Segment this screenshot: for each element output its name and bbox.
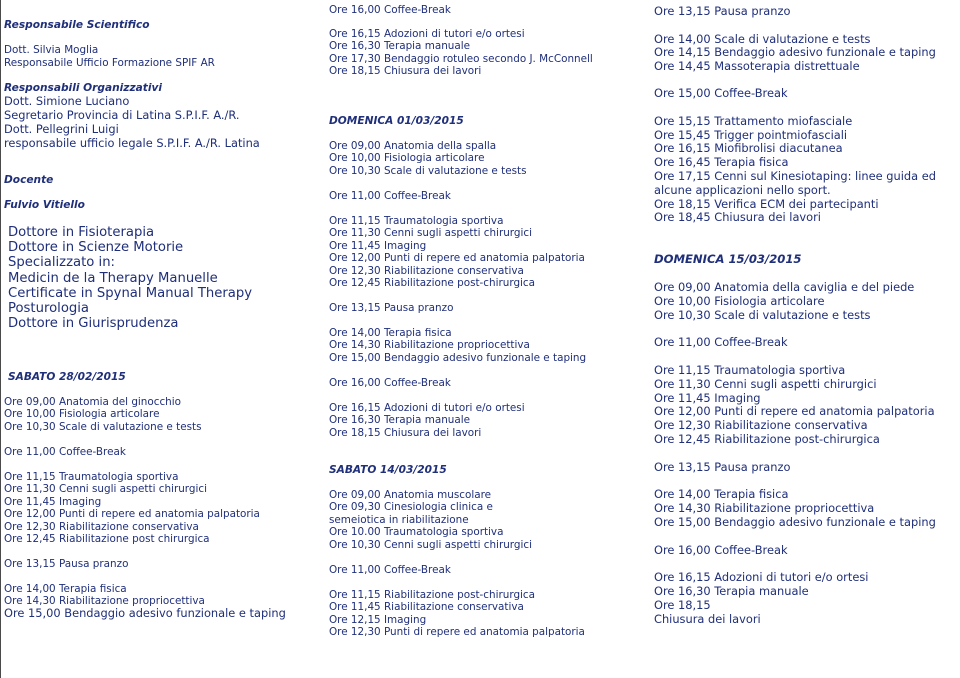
session-line: Ore 15,45 Trigger pointmiofasciali [654,128,848,142]
docente-name: Fulvio Vitiello [4,199,85,211]
session-line: Ore 12,45 Riabilitazione post-chirurgica [654,432,880,446]
session-line: Ore 11,15 Riabilitazione post-chirurgica [329,589,536,601]
session-line: Ore 15,00 Coffee-Break [654,86,788,100]
session-line: Ore 16,30 Terapia manuale [329,414,471,426]
session-line: Ore 11,30 Cenni sugli aspetti chirurgici [329,227,532,239]
resp-sci-name: Dott. Silvia Moglia [4,44,99,56]
session-line: Ore 18,45 Chiusura dei lavori [654,210,821,224]
session-line: Ore 09,00 Anatomia della caviglia e del piede [654,280,915,294]
resp-sci-role: Responsabile Ufficio Formazione SPIF AR [4,57,215,69]
session-line: alcune applicazioni nello sport. [654,183,831,197]
docente-title: Certificate in Spynal Manual Therapy [8,286,253,301]
session-line: Ore 16,30 Terapia manuale [329,40,471,52]
session-line: Ore 16,15 Miofibrolisi diacutanea [654,141,843,155]
session-line: Ore 09,00 Anatomia del ginocchio [4,396,181,408]
session-line: Ore 12,30 Punti di repere ed anatomia palpatoria [329,626,585,638]
session-line: Ore 14,00 Scale di valutazione e tests [654,32,871,46]
session-line: Ore 15,00 Bendaggio adesivo funzionale e taping [654,515,936,529]
session-line: Ore 10,30 Scale di valutazione e tests [4,421,202,433]
session-line: Ore 11,15 Traumatologia sportiva [654,363,846,377]
resp-sci-heading: Responsabile Scientifico [4,19,150,31]
session-line: Ore 12,00 Punti di repere ed anatomia palpatoria [329,252,585,264]
day-heading: DOMENICA 01/03/2015 [329,115,464,127]
session-line: Ore 11,15 Traumatologia sportiva [329,215,504,227]
session-line: Ore 10,00 Fisiologia articolare [654,294,825,308]
session-line: Ore 12,30 Riabilitazione conservativa [654,418,868,432]
docente-title: Medicin de la Therapy Manuelle [8,271,218,286]
session-line: Ore 15,00 Bendaggio adesivo funzionale e taping [4,606,286,620]
session-line: Ore 13,15 Pausa pranzo [654,4,791,18]
session-line: Ore 10,30 Scale di valutazione e tests [329,165,527,177]
day-heading: DOMENICA 15/03/2015 [654,252,802,266]
day-heading: SABATO 14/03/2015 [329,464,447,476]
docente-title: Posturologia [8,301,89,316]
session-line: Ore 16,15 Adozioni di tutori e/o ortesi [329,28,525,40]
org-line: responsabile ufficio legale S.P.I.F. A./R. Latina [4,136,260,150]
session-line: Ore 15,00 Bendaggio adesivo funzionale e taping [329,352,587,364]
session-line: Ore 14,30 Riabilitazione propriocettiva [654,501,875,515]
session-line: Ore 17,30 Bendaggio rotuleo secondo J. McConnell [329,53,593,65]
session-line: Ore 16,15 Adozioni di tutori e/o ortesi [654,570,869,584]
resp-org-heading: Responsabili Organizzativi [4,82,162,94]
org-line: Segretario Provincia di Latina S.P.I.F. A./R. [4,108,240,122]
session-line: Ore 14,45 Massoterapia distrettuale [654,59,860,73]
session-line: Ore 15,15 Trattamento miofasciale [654,114,853,128]
session-line: Ore 11,45 Riabilitazione conservativa [329,601,524,613]
session-line: Ore 11,00 Coffee-Break [329,564,451,576]
session-line: Ore 14,30 Riabilitazione propriocettiva [329,339,530,351]
docente-heading: Docente [4,174,54,186]
session-line: Ore 09,00 Anatomia della spalla [329,140,497,152]
session-line: Ore 11,00 Coffee-Break [329,190,451,202]
session-line: Ore 11,45 Imaging [654,391,761,405]
session-line: Ore 11,00 Coffee-Break [654,335,788,349]
session-line: Ore 18,15 Chiusura dei lavori [329,427,482,439]
org-line: Dott. Pellegrini Luigi [4,122,119,136]
session-line: Ore 09,00 Anatomia muscolare [329,489,492,501]
session-line: Ore 16,00 Coffee-Break [654,543,788,557]
session-line: Ore 12,30 Riabilitazione conservativa [329,265,524,277]
session-line: Ore 16,15 Adozioni di tutori e/o ortesi [329,402,525,414]
session-line: Ore 11,45 Imaging [329,240,427,252]
session-line: Ore 14,00 Terapia fisica [329,327,452,339]
session-line: Ore 12,15 Imaging [329,614,427,626]
session-line: Ore 12,30 Riabilitazione conservativa [4,521,199,533]
session-line: semeiotica in riabilitazione [329,514,469,526]
docente-title: Dottore in Fisioterapia [8,225,155,240]
day-heading: SABATO 28/02/2015 [8,371,126,383]
session-line: Ore 18,15 Chiusura dei lavori [329,65,482,77]
session-line: Ore 12,00 Punti di repere ed anatomia palpatoria [654,404,935,418]
session-line: Ore 14,15 Bendaggio adesivo funzionale e taping [654,45,936,59]
session-line: Ore 13,15 Pausa pranzo [654,460,791,474]
docente-title: Dottore in Scienze Motorie [8,240,184,255]
session-line: Ore 13,15 Pausa pranzo [329,302,454,314]
session-line: Ore 16,30 Terapia manuale [654,584,809,598]
session-line: Ore 10.00 Traumatologia sportiva [329,526,504,538]
session-line: Ore 10,30 Cenni sugli aspetti chirurgici [329,539,532,551]
session-line: Ore 16,45 Terapia fisica [654,155,789,169]
session-line: Ore 10,00 Fisiologia articolare [4,408,160,420]
session-line: Ore 11,30 Cenni sugli aspetti chirurgici [654,377,877,391]
session-line: Ore 16,00 Coffee-Break [329,377,451,389]
docente-title: Specializzato in: [8,255,116,270]
session-line: Ore 14,00 Terapia fisica [4,583,127,595]
session-line: Chiusura dei lavori [654,612,761,626]
session-line: Ore 10,00 Fisiologia articolare [329,152,485,164]
session-line: Ore 18,15 Verifica ECM dei partecipanti [654,197,879,211]
session-line: Ore 16,00 Coffee-Break [329,4,451,16]
session-line: Ore 11,30 Cenni sugli aspetti chirurgici [4,483,207,495]
session-line: Ore 11,15 Traumatologia sportiva [4,471,179,483]
session-line: Ore 12,45 Riabilitazione post-chirurgica [329,277,536,289]
session-line: Ore 14,30 Riabilitazione propriocettiva [4,595,205,607]
session-line: Ore 18,15 [654,598,711,612]
session-line: Ore 11,00 Coffee-Break [4,446,126,458]
page-border [0,0,1,678]
session-line: Ore 12,45 Riabilitazione post chirurgica [4,533,210,545]
session-line: Ore 13,15 Pausa pranzo [4,558,129,570]
session-line: Ore 11,45 Imaging [4,496,102,508]
docente-title: Dottore in Giurisprudenza [8,316,179,331]
session-line: Ore 14,00 Terapia fisica [654,487,789,501]
org-line: Dott. Simione Luciano [4,94,130,108]
session-line: Ore 10,30 Scale di valutazione e tests [654,308,871,322]
session-line: Ore 17,15 Cenni sul Kinesiotaping: linee guida ed [654,169,936,183]
session-line: Ore 12,00 Punti di repere ed anatomia palpatoria [4,508,260,520]
session-line: Ore 09,30 Cinesiologia clinica e [329,501,493,513]
